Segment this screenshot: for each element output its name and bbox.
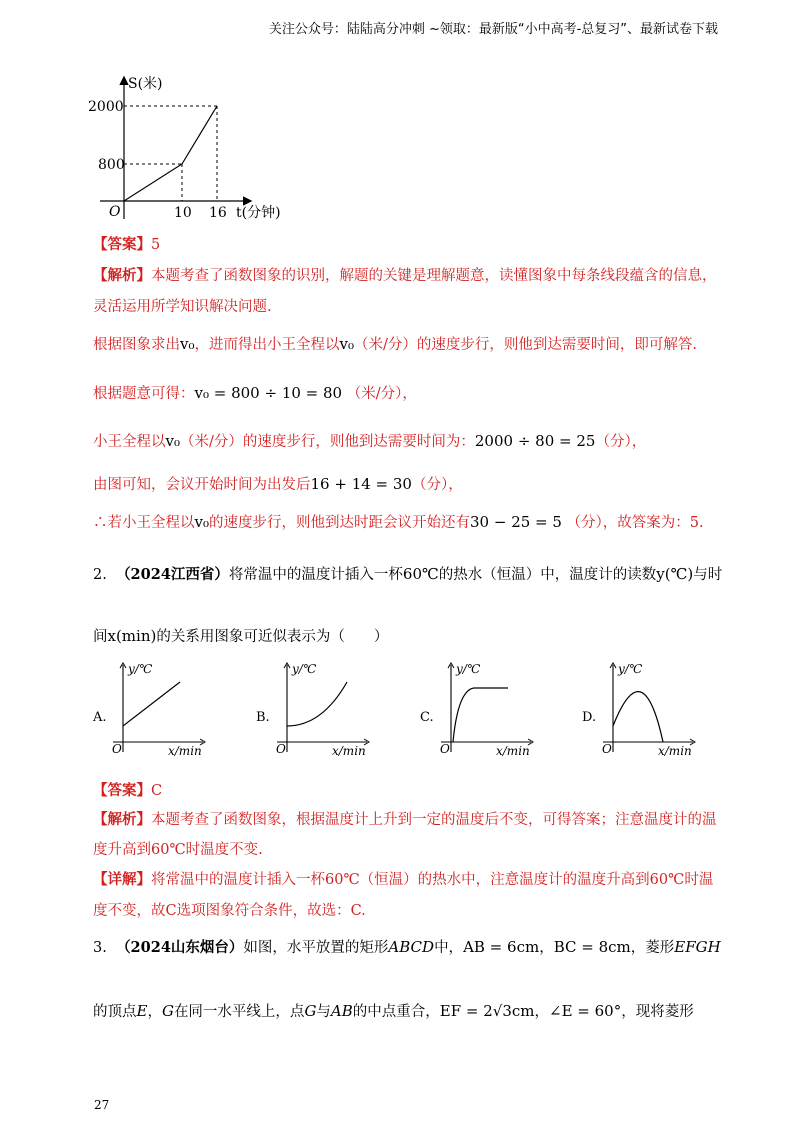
y-tick-800: 800 <box>98 157 125 173</box>
q1-step3: 小王全程以v₀（米/分）的速度步行，则他到达需要时间为：2000 ÷ 80 = 25（分）， <box>93 432 647 450</box>
q1-step2: 根据题意可得：v₀ = 800 ÷ 10 = 80 （米/分）， <box>93 384 417 402</box>
q1-analysis-line2: 灵活运用所学知识解决问题. <box>93 299 272 315</box>
option-c-label[interactable]: C. <box>420 710 434 725</box>
q3-stem-line2: 的顶点E，G在同一水平线上，点G与AB的中点重合，EF = 2√3cm，∠E = 60°，现将菱形 <box>93 1002 694 1020</box>
page-number: 27 <box>94 1098 110 1112</box>
q2-analysis-line1: 【解析】本题考查了函数图象，根据温度计上升到一定的温度后不变，可得答案；注意温度计的温 <box>93 811 717 828</box>
svg-text:y/℃: y/℃ <box>128 662 153 676</box>
graph-line <box>124 106 217 201</box>
svg-text:O: O <box>276 742 286 756</box>
svg-text:O: O <box>112 742 122 756</box>
option-a-graph[interactable] <box>108 660 208 760</box>
option-b-label[interactable]: B. <box>256 710 270 725</box>
svg-text:x/min: x/min <box>168 744 202 758</box>
q3-stem-line1: 3. （2024山东烟台）如图，水平放置的矩形ABCD中，AB = 6cm，BC = 8cm，菱形EFGH <box>93 938 721 956</box>
y-tick-2000: 2000 <box>88 99 124 115</box>
origin-label: O <box>109 204 121 220</box>
distance-time-graph <box>88 74 320 224</box>
svg-text:x/min: x/min <box>496 744 530 758</box>
x-tick-16: 16 <box>209 205 227 221</box>
x-tick-10: 10 <box>174 205 192 221</box>
q2-stem-line2: 间x(min)的关系用图象可近似表示为（ ） <box>93 627 389 645</box>
svg-text:y/℃: y/℃ <box>456 662 481 676</box>
q1-step1: 根据图象求出v₀，进而得出小王全程以v₀（米/分）的速度步行，则他到达需要时间，即可解答. <box>93 335 697 353</box>
q1-analysis-line1: 【解析】本题考查了函数图象的识别，解题的关键是理解题意，读懂图象中每条线段蕴含的信息， <box>93 267 717 284</box>
svg-text:y/℃: y/℃ <box>292 662 317 676</box>
q1-answer: 【答案】5 <box>93 236 161 253</box>
q2-detail-line2: 度不变，故C选项图象符合条件，故选：C. <box>93 903 366 919</box>
option-a-label[interactable]: A. <box>93 710 107 725</box>
svg-text:O: O <box>440 742 450 756</box>
svg-text:x/min: x/min <box>332 744 366 758</box>
svg-text:O: O <box>602 742 612 756</box>
option-b-graph[interactable] <box>272 660 372 760</box>
q2-detail-line1: 【详解】将常温中的温度计插入一杯60℃（恒温）的热水中，注意温度计的温度升高到60℃时温 <box>93 871 714 888</box>
q2-stem-line1: 2. （2024江西省）将常温中的温度计插入一杯60℃的热水（恒温）中，温度计的读数y(℃)与时 <box>93 565 723 583</box>
x-axis-label: t(分钟) <box>236 205 281 221</box>
q2-answer: 【答案】C <box>93 782 163 799</box>
option-d-label[interactable]: D. <box>582 710 597 725</box>
y-axis-label: S(米) <box>128 76 163 92</box>
svg-text:x/min: x/min <box>658 744 692 758</box>
q1-step5: ∴若小王全程以v₀的速度步行，则他到达时距会议开始还有30 − 25 = 5 （分），故答案为：5. <box>93 513 704 531</box>
option-d-graph[interactable] <box>598 660 698 760</box>
option-c-graph[interactable] <box>436 660 536 760</box>
q2-analysis-line2: 度升高到60℃时温度不变. <box>93 842 263 858</box>
page-header: 关注公众号：陆陆高分冲刺 ~领取：最新版“小中高考-总复习”、最新试卷下载 <box>268 22 718 37</box>
svg-text:y/℃: y/℃ <box>618 662 643 676</box>
q1-step4: 由图可知，会议开始时间为出发后16 + 14 = 30（分）， <box>93 475 463 493</box>
